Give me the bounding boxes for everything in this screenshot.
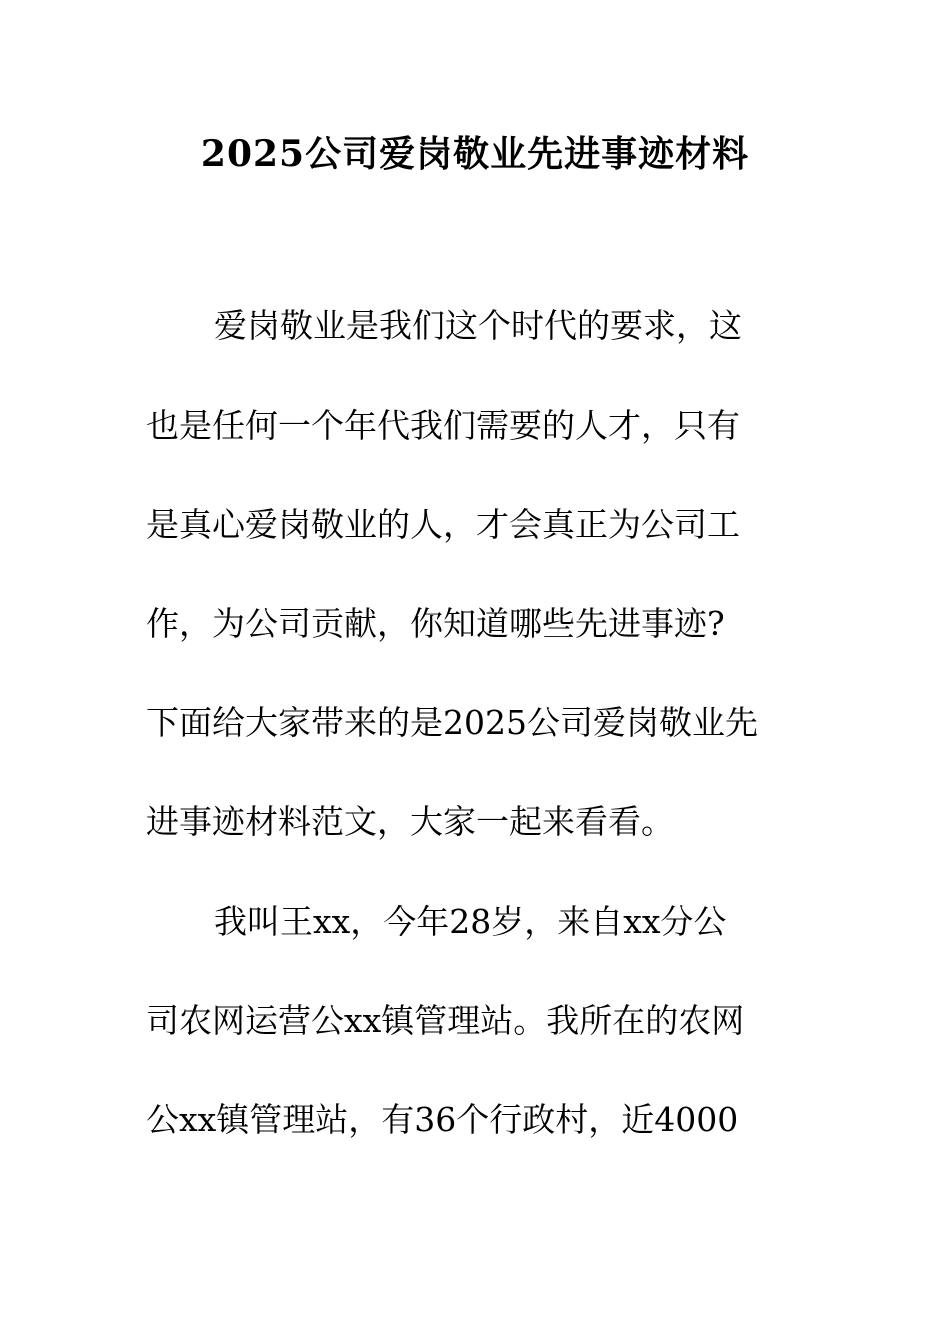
paragraph-line: 我叫王xx，今年28岁，来自xx分公 <box>214 902 727 941</box>
document-title: 2025公司爱岗敬业先进事迹材料 <box>200 133 750 175</box>
paragraph-line: 公xx镇管理站，有36个行政村，近4000 <box>146 1100 739 1139</box>
paragraph-line: 作，为公司贡献，你知道哪些先进事迹? <box>146 604 725 643</box>
paragraph-line: 是真心爱岗敬业的人，才会真正为公司工 <box>146 505 740 544</box>
paragraph-line: 爱岗敬业是我们这个时代的要求，这 <box>214 306 742 345</box>
paragraph-line: 进事迹材料范文，大家一起来看看。 <box>146 802 674 841</box>
paragraph-line: 下面给大家带来的是2025公司爱岗敬业先 <box>146 703 758 742</box>
paragraph-line: 也是任何一个年代我们需要的人才，只有 <box>146 406 740 445</box>
paragraph-line: 司农网运营公xx镇管理站。我所在的农网 <box>146 1001 745 1040</box>
